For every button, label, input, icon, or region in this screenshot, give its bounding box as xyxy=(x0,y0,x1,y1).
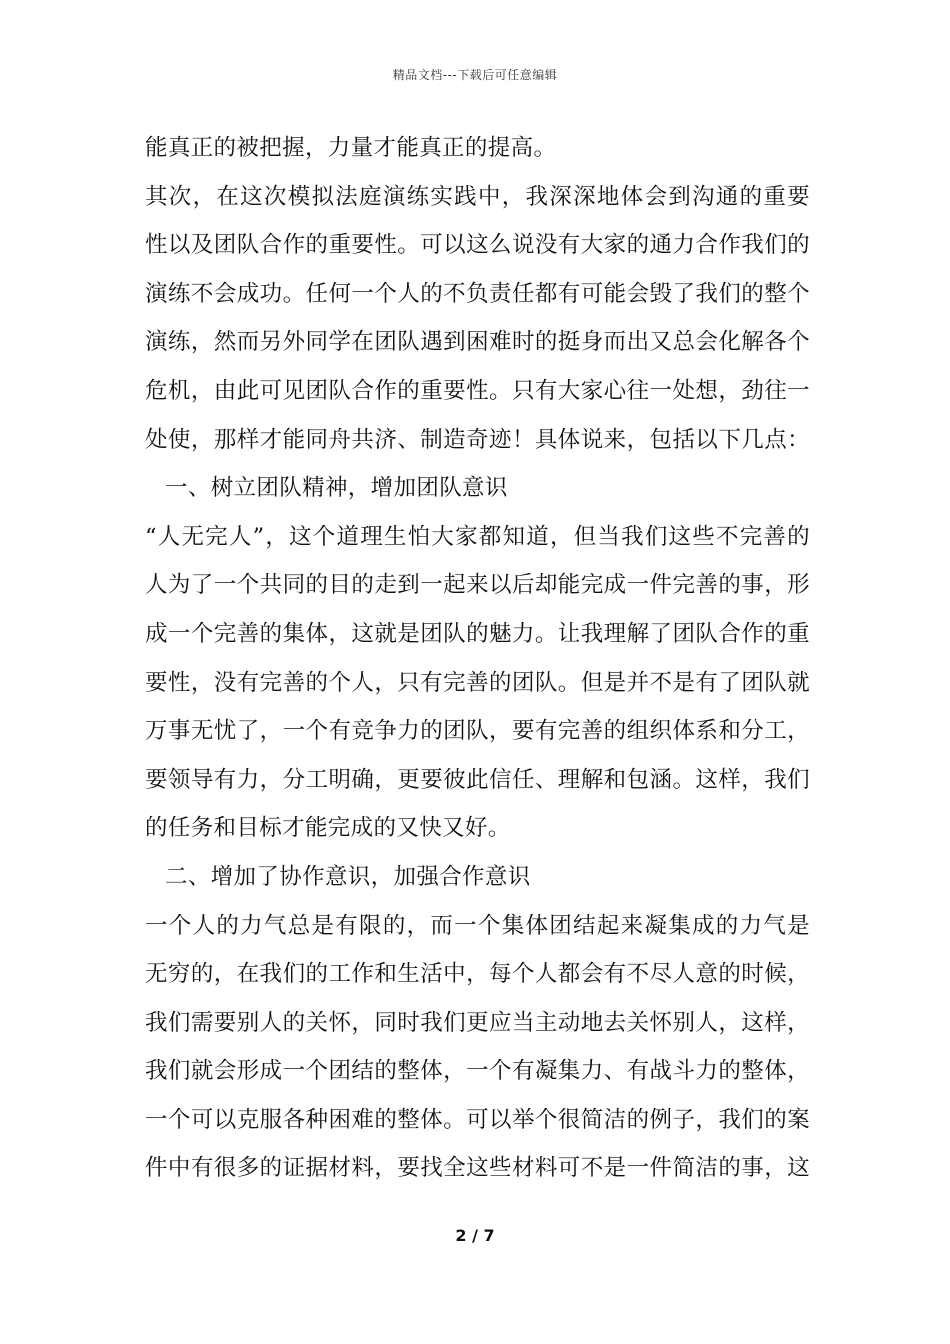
text-line: 要性，没有完善的个人，只有完善的团队。但是并不是有了团队就 xyxy=(145,669,810,696)
text-line: 其次，在这次模拟法庭演练实践中，我深深地体会到沟通的重要 xyxy=(145,183,810,210)
text-line: 能真正的被把握，力量才能真正的提高。 xyxy=(145,135,557,161)
text-line: 件中有很多的证据材料，要找全这些材料可不是一件简洁的事，这 xyxy=(145,1155,810,1182)
body-text xyxy=(145,124,810,1193)
text-line: 无穷的，在我们的工作和生活中，每个人都会有不尽人意的时候， xyxy=(145,961,810,988)
text-line: 要领导有力，分工明确，更要彼此信任、理解和包涵。这样，我们 xyxy=(145,766,810,793)
text-line: 演练，然而另外同学在团队遇到困难时的挺身而出又总会化解各个 xyxy=(145,329,810,356)
section-heading: 一、树立团队精神，增加团队意识 xyxy=(165,475,508,502)
page-number: 2 / 7 xyxy=(455,1226,495,1245)
text-line: 万事无忧了，一个有竞争力的团队，要有完善的组织体系和分工， xyxy=(145,718,810,745)
text-line: 一个人的力气总是有限的，而一个集体团结起来凝集成的力气是 xyxy=(145,912,810,939)
text-line: “人无完人”，这个道理生怕大家都知道，但当我们这些不完善的 xyxy=(145,523,810,550)
section-heading: 二、增加了协作意识，加强合作意识 xyxy=(165,863,531,890)
text-line: 演练不会成功。任何一个人的不负责任都有可能会毁了我们的整个 xyxy=(145,280,810,307)
text-line: 我们需要别人的关怀，同时我们更应当主动地去关怀别人，这样， xyxy=(145,1009,810,1036)
text-line: 人为了一个共同的目的走到一起来以后却能完成一件完善的事，形 xyxy=(145,572,810,599)
text-line: 处使，那样才能同舟共济、制造奇迹！具体说来，包括以下几点： xyxy=(145,426,810,453)
text-line: 我们就会形成一个团结的整体，一个有凝集力、有战斗力的整体， xyxy=(145,1058,810,1085)
text-line: 危机，由此可见团队合作的重要性。只有大家心往一处想，劲往一 xyxy=(145,377,810,404)
text-line: 成一个完善的集体，这就是团队的魅力。让我理解了团队合作的重 xyxy=(145,620,810,647)
text-line: 一个可以克服各种困难的整体。可以举个很简洁的例子，我们的案 xyxy=(145,1106,810,1133)
text-line: 性以及团队合作的重要性。可以这么说没有大家的通力合作我们的 xyxy=(145,232,810,259)
text-line: 的任务和目标才能完成的又快又好。 xyxy=(145,815,511,842)
page-header: 精品文档---下载后可任意编辑 xyxy=(392,68,558,82)
